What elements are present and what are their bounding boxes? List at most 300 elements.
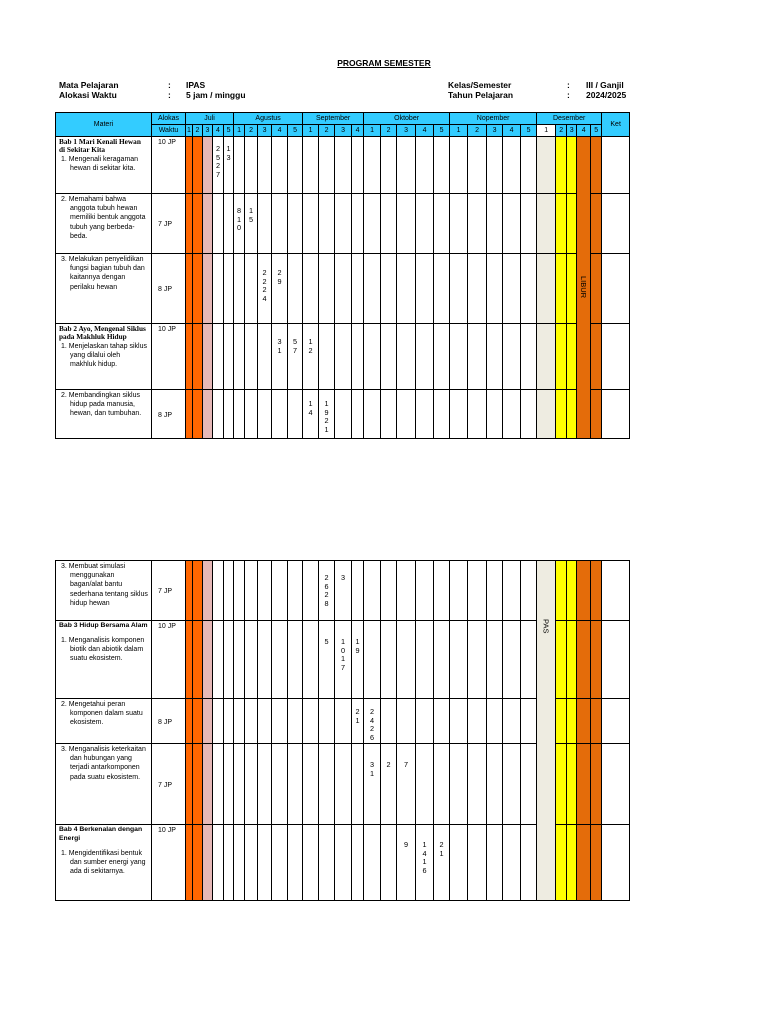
tahun-label: Tahun Pelajaran <box>448 90 514 100</box>
week-cell <box>186 744 193 825</box>
week-cell <box>468 254 487 324</box>
week-cell <box>258 137 272 194</box>
week-cell <box>258 699 272 744</box>
alokasi-waktu-cell: 7 JP <box>152 561 186 621</box>
week-cell <box>213 561 224 621</box>
schedule-dates: 1 0 1 7 <box>340 637 346 672</box>
pas-label: PAS <box>541 619 551 634</box>
week-cell <box>352 699 364 744</box>
materi-cell <box>56 621 152 699</box>
week-cell <box>245 390 258 439</box>
week-cell <box>487 194 503 254</box>
schedule-dates: 3 1 <box>369 760 375 778</box>
materi-cell <box>56 699 152 744</box>
week-cell <box>186 825 193 901</box>
week-cell <box>319 137 335 194</box>
mapel-colon: : <box>168 80 171 90</box>
program-semester-table-1 <box>55 112 630 439</box>
week-cell <box>272 621 288 699</box>
week-cell <box>450 254 468 324</box>
table-row <box>56 561 630 621</box>
week-cell <box>352 561 364 621</box>
competency-text: Membuat simulasi menggunakan bagan/alat bantu sederhana tentang siklus hidup hewan <box>68 563 148 607</box>
week-cell <box>503 254 521 324</box>
week-cell <box>468 561 487 621</box>
week-cell <box>224 744 234 825</box>
week-cell <box>288 254 303 324</box>
week-cell <box>258 194 272 254</box>
week-cell <box>434 137 450 194</box>
week-number-header: 4 <box>416 125 434 137</box>
week-cell <box>319 390 335 439</box>
week-cell <box>352 744 364 825</box>
week-cell <box>193 390 203 439</box>
week-cell <box>288 137 303 194</box>
week-cell <box>556 744 567 825</box>
week-cell <box>487 825 503 901</box>
week-cell <box>272 137 288 194</box>
week-cell <box>213 324 224 390</box>
week-cell <box>203 137 213 194</box>
schedule-dates: 1 4 1 6 <box>422 840 427 875</box>
competency-number: 1. <box>61 636 67 644</box>
week-cell <box>234 744 245 825</box>
week-cell <box>272 194 288 254</box>
week-cell <box>434 390 450 439</box>
week-cell <box>364 390 381 439</box>
week-cell <box>193 744 203 825</box>
week-cell <box>319 825 335 901</box>
week-cell <box>591 825 602 901</box>
ket-cell <box>602 324 630 390</box>
week-cell <box>397 744 416 825</box>
week-cell <box>272 561 288 621</box>
alokasi-waktu-cell: 8 JP <box>152 254 186 324</box>
week-cell <box>381 825 397 901</box>
week-cell <box>245 621 258 699</box>
week-cell <box>213 254 224 324</box>
mapel-label: Mata Pelajaran <box>59 80 119 90</box>
week-cell <box>272 744 288 825</box>
week-cell <box>381 390 397 439</box>
week-cell <box>364 825 381 901</box>
competency-text: Melakukan penyelidikan fungsi bagian tubuh dan kaitannya dengan perilaku hewan <box>68 256 145 291</box>
week-cell <box>503 561 521 621</box>
schedule-dates: 1 4 <box>308 399 313 417</box>
week-cell <box>567 561 577 621</box>
week-cell <box>335 390 352 439</box>
week-cell <box>186 254 193 324</box>
schedule-dates: 1 9 2 1 <box>324 399 329 434</box>
ket-cell <box>602 561 630 621</box>
week-cell <box>381 621 397 699</box>
week-cell <box>258 390 272 439</box>
month-header: Desember <box>537 113 602 125</box>
alokasi-waktu-cell: 8 JP <box>152 699 186 744</box>
week-cell <box>335 561 352 621</box>
week-cell <box>303 621 319 699</box>
week-cell <box>288 561 303 621</box>
week-cell <box>352 390 364 439</box>
week-cell <box>397 561 416 621</box>
week-cell <box>303 390 319 439</box>
competency-number: 3. <box>61 563 67 570</box>
week-cell <box>335 825 352 901</box>
week-cell <box>213 137 224 194</box>
week-cell <box>381 137 397 194</box>
week-cell <box>567 254 577 324</box>
week-cell <box>224 390 234 439</box>
week-cell <box>503 744 521 825</box>
week-cell <box>537 254 556 324</box>
week-cell <box>245 137 258 194</box>
week-cell <box>288 744 303 825</box>
week-cell <box>234 621 245 699</box>
week-cell <box>224 254 234 324</box>
alokasi-waktu-cell: 8 JP <box>152 390 186 439</box>
week-number-header: 3 <box>567 125 577 137</box>
week-cell <box>234 137 245 194</box>
week-number-header: 3 <box>487 125 503 137</box>
month-header: September <box>303 113 364 125</box>
week-cell <box>537 390 556 439</box>
week-cell <box>591 621 602 699</box>
week-cell <box>416 744 434 825</box>
week-cell <box>364 744 381 825</box>
week-cell <box>224 699 234 744</box>
week-cell <box>487 744 503 825</box>
week-cell <box>234 194 245 254</box>
week-cell <box>272 825 288 901</box>
week-number-header: 4 <box>577 125 591 137</box>
week-cell <box>434 699 450 744</box>
competency-item <box>59 391 148 419</box>
week-cell <box>521 699 537 744</box>
alokasi-waktu-cell: 7 JP <box>152 744 186 825</box>
week-cell <box>416 254 434 324</box>
week-cell <box>203 324 213 390</box>
week-number-header: 2 <box>245 125 258 137</box>
ket-header: Ket <box>602 113 630 137</box>
month-header: Oktober <box>364 113 450 125</box>
week-cell <box>503 194 521 254</box>
week-cell <box>450 324 468 390</box>
competency-item <box>59 562 148 608</box>
week-cell <box>450 699 468 744</box>
week-cell <box>234 699 245 744</box>
week-cell <box>319 561 335 621</box>
week-cell <box>319 699 335 744</box>
week-cell <box>213 194 224 254</box>
week-cell <box>272 390 288 439</box>
week-cell <box>186 621 193 699</box>
week-cell <box>537 194 556 254</box>
week-cell <box>450 825 468 901</box>
week-cell <box>364 324 381 390</box>
week-cell <box>203 390 213 439</box>
week-cell <box>364 621 381 699</box>
week-cell <box>203 561 213 621</box>
chapter-title: Bab 2 Ayo, Mengenal Siklus pada Makhluk Hidup <box>59 324 146 342</box>
week-cell <box>213 744 224 825</box>
competency-text: Mengenali keragaman hewan di sekitar kita. <box>68 155 139 173</box>
week-cell <box>319 744 335 825</box>
week-cell <box>193 254 203 324</box>
week-cell <box>450 137 468 194</box>
month-header: Nopember <box>450 113 537 125</box>
week-cell <box>352 621 364 699</box>
week-cell <box>352 137 364 194</box>
ket-cell <box>602 390 630 439</box>
week-cell <box>335 137 352 194</box>
week-cell <box>434 825 450 901</box>
week-cell <box>503 137 521 194</box>
week-cell <box>397 390 416 439</box>
week-cell <box>335 744 352 825</box>
week-number-header: 1 <box>537 125 556 137</box>
week-cell <box>397 194 416 254</box>
week-number-header: 2 <box>556 125 567 137</box>
schedule-dates: 1 3 <box>226 144 231 162</box>
week-cell <box>397 254 416 324</box>
week-cell <box>434 194 450 254</box>
table-row <box>56 194 630 254</box>
week-cell <box>577 744 591 825</box>
week-cell <box>567 390 577 439</box>
chapter-title: Bab 1 Mari Kenali Hewan di Sekitar Kita <box>59 137 141 155</box>
week-cell <box>556 825 567 901</box>
week-cell <box>591 254 602 324</box>
week-cell <box>434 324 450 390</box>
week-cell <box>186 194 193 254</box>
week-cell <box>258 744 272 825</box>
materi-cell <box>56 561 152 621</box>
week-cell <box>364 254 381 324</box>
week-cell <box>193 561 203 621</box>
week-number-header: 5 <box>521 125 537 137</box>
schedule-dates: 7 <box>403 760 409 769</box>
materi-cell <box>56 254 152 324</box>
week-cell <box>416 390 434 439</box>
week-cell <box>397 621 416 699</box>
week-cell <box>234 561 245 621</box>
schedule-dates: 2 1 <box>439 840 444 858</box>
week-cell <box>556 621 567 699</box>
week-cell <box>556 324 567 390</box>
week-cell <box>468 744 487 825</box>
alokasi-label: Alokasi Waktu <box>59 90 117 100</box>
competency-item <box>59 849 148 877</box>
week-cell <box>335 194 352 254</box>
week-cell <box>213 825 224 901</box>
week-cell <box>567 137 577 194</box>
tahun-colon: : <box>567 90 570 100</box>
schedule-dates: 5 7 <box>293 337 298 355</box>
week-cell <box>503 324 521 390</box>
week-number-header: 5 <box>434 125 450 137</box>
week-cell <box>537 324 556 390</box>
week-cell <box>487 254 503 324</box>
week-cell <box>556 254 567 324</box>
week-cell <box>288 194 303 254</box>
week-cell <box>258 825 272 901</box>
week-cell <box>335 699 352 744</box>
week-cell <box>567 699 577 744</box>
week-cell <box>303 254 319 324</box>
week-cell <box>381 254 397 324</box>
week-cell <box>577 621 591 699</box>
week-cell <box>272 324 288 390</box>
week-cell <box>224 621 234 699</box>
week-cell <box>434 561 450 621</box>
week-cell <box>397 324 416 390</box>
week-cell <box>521 825 537 901</box>
week-cell <box>193 825 203 901</box>
week-cell <box>245 561 258 621</box>
week-cell <box>213 621 224 699</box>
schedule-dates: 2 6 2 8 <box>324 573 329 608</box>
week-cell <box>567 621 577 699</box>
table-row <box>56 390 630 439</box>
week-cell <box>468 621 487 699</box>
week-cell <box>487 621 503 699</box>
week-number-header: 4 <box>272 125 288 137</box>
week-cell <box>591 194 602 254</box>
week-number-header: 5 <box>288 125 303 137</box>
week-cell <box>556 561 567 621</box>
week-cell <box>567 744 577 825</box>
week-cell <box>303 561 319 621</box>
materi-header: Materi <box>56 113 152 137</box>
week-cell <box>364 137 381 194</box>
week-cell <box>591 744 602 825</box>
week-cell <box>319 194 335 254</box>
week-cell <box>193 699 203 744</box>
ket-cell <box>602 194 630 254</box>
week-cell <box>381 744 397 825</box>
schedule-dates: 8 1 0 <box>237 206 242 233</box>
week-cell <box>468 137 487 194</box>
week-cell <box>416 194 434 254</box>
week-cell <box>487 324 503 390</box>
week-number-header: 1 <box>303 125 319 137</box>
week-cell <box>245 744 258 825</box>
competency-item <box>59 155 148 173</box>
alokasi-header-bottom: Waktu <box>152 125 186 137</box>
week-cell <box>272 254 288 324</box>
week-cell <box>450 621 468 699</box>
table-row <box>56 137 630 194</box>
week-cell <box>434 744 450 825</box>
week-cell <box>556 137 567 194</box>
schedule-dates: 5 <box>324 637 329 646</box>
schedule-dates: 1 9 <box>355 637 360 655</box>
alokasi-waktu-cell: 7 JP <box>152 194 186 254</box>
week-cell <box>352 324 364 390</box>
kelas-value: III / Ganjil <box>586 80 624 90</box>
schedule-dates: 2 <box>386 760 391 769</box>
competency-text: Mengetahui peran komponen dalam suatu ekosistem. <box>68 701 143 727</box>
schedule-dates: 1 5 <box>249 206 254 224</box>
week-cell <box>186 324 193 390</box>
week-cell <box>224 194 234 254</box>
week-cell <box>303 699 319 744</box>
week-number-header: 4 <box>503 125 521 137</box>
week-number-header: 3 <box>397 125 416 137</box>
week-cell <box>450 194 468 254</box>
week-cell <box>503 825 521 901</box>
week-cell <box>381 561 397 621</box>
materi-cell <box>56 825 152 901</box>
week-cell <box>521 194 537 254</box>
week-cell <box>203 621 213 699</box>
week-cell <box>335 254 352 324</box>
week-number-header: 5 <box>224 125 234 137</box>
week-cell <box>381 194 397 254</box>
week-cell <box>416 621 434 699</box>
week-cell <box>450 744 468 825</box>
week-cell <box>416 699 434 744</box>
week-cell <box>397 699 416 744</box>
week-cell <box>521 137 537 194</box>
week-cell <box>193 324 203 390</box>
materi-cell <box>56 194 152 254</box>
week-cell <box>352 194 364 254</box>
week-cell <box>503 699 521 744</box>
competency-text: Membandingkan siklus hidup pada manusia, hewan, dan tumbuhan. <box>68 392 142 418</box>
kelas-label: Kelas/Semester <box>448 80 512 90</box>
ket-cell <box>602 621 630 699</box>
week-cell <box>591 324 602 390</box>
alokasi-value: 5 jam / minggu <box>186 90 246 100</box>
week-number-header: 4 <box>213 125 224 137</box>
competency-item <box>59 636 148 664</box>
week-cell <box>567 194 577 254</box>
week-cell <box>234 324 245 390</box>
alokasi-colon: : <box>168 90 171 100</box>
week-cell <box>303 744 319 825</box>
schedule-dates: 3 1 <box>277 337 282 355</box>
week-cell <box>245 194 258 254</box>
week-cell <box>487 390 503 439</box>
libur-label: LIBUR <box>579 276 589 299</box>
week-cell <box>577 699 591 744</box>
week-cell <box>203 744 213 825</box>
week-number-header: 1 <box>234 125 245 137</box>
week-cell <box>468 825 487 901</box>
week-cell <box>258 324 272 390</box>
week-cell <box>335 324 352 390</box>
week-cell <box>577 825 591 901</box>
week-cell <box>186 561 193 621</box>
tahun-value: 2024/2025 <box>586 90 627 100</box>
week-cell <box>272 699 288 744</box>
week-cell <box>186 137 193 194</box>
libur-cell <box>577 137 591 439</box>
week-cell <box>224 825 234 901</box>
month-header: Juli <box>186 113 234 125</box>
alokasi-waktu-cell: 10 JP <box>152 825 186 901</box>
week-cell <box>319 621 335 699</box>
week-cell <box>487 561 503 621</box>
week-cell <box>213 699 224 744</box>
week-cell <box>319 324 335 390</box>
week-cell <box>193 194 203 254</box>
week-cell <box>503 621 521 699</box>
week-number-header: 2 <box>319 125 335 137</box>
week-cell <box>591 561 602 621</box>
week-number-header: 3 <box>203 125 213 137</box>
